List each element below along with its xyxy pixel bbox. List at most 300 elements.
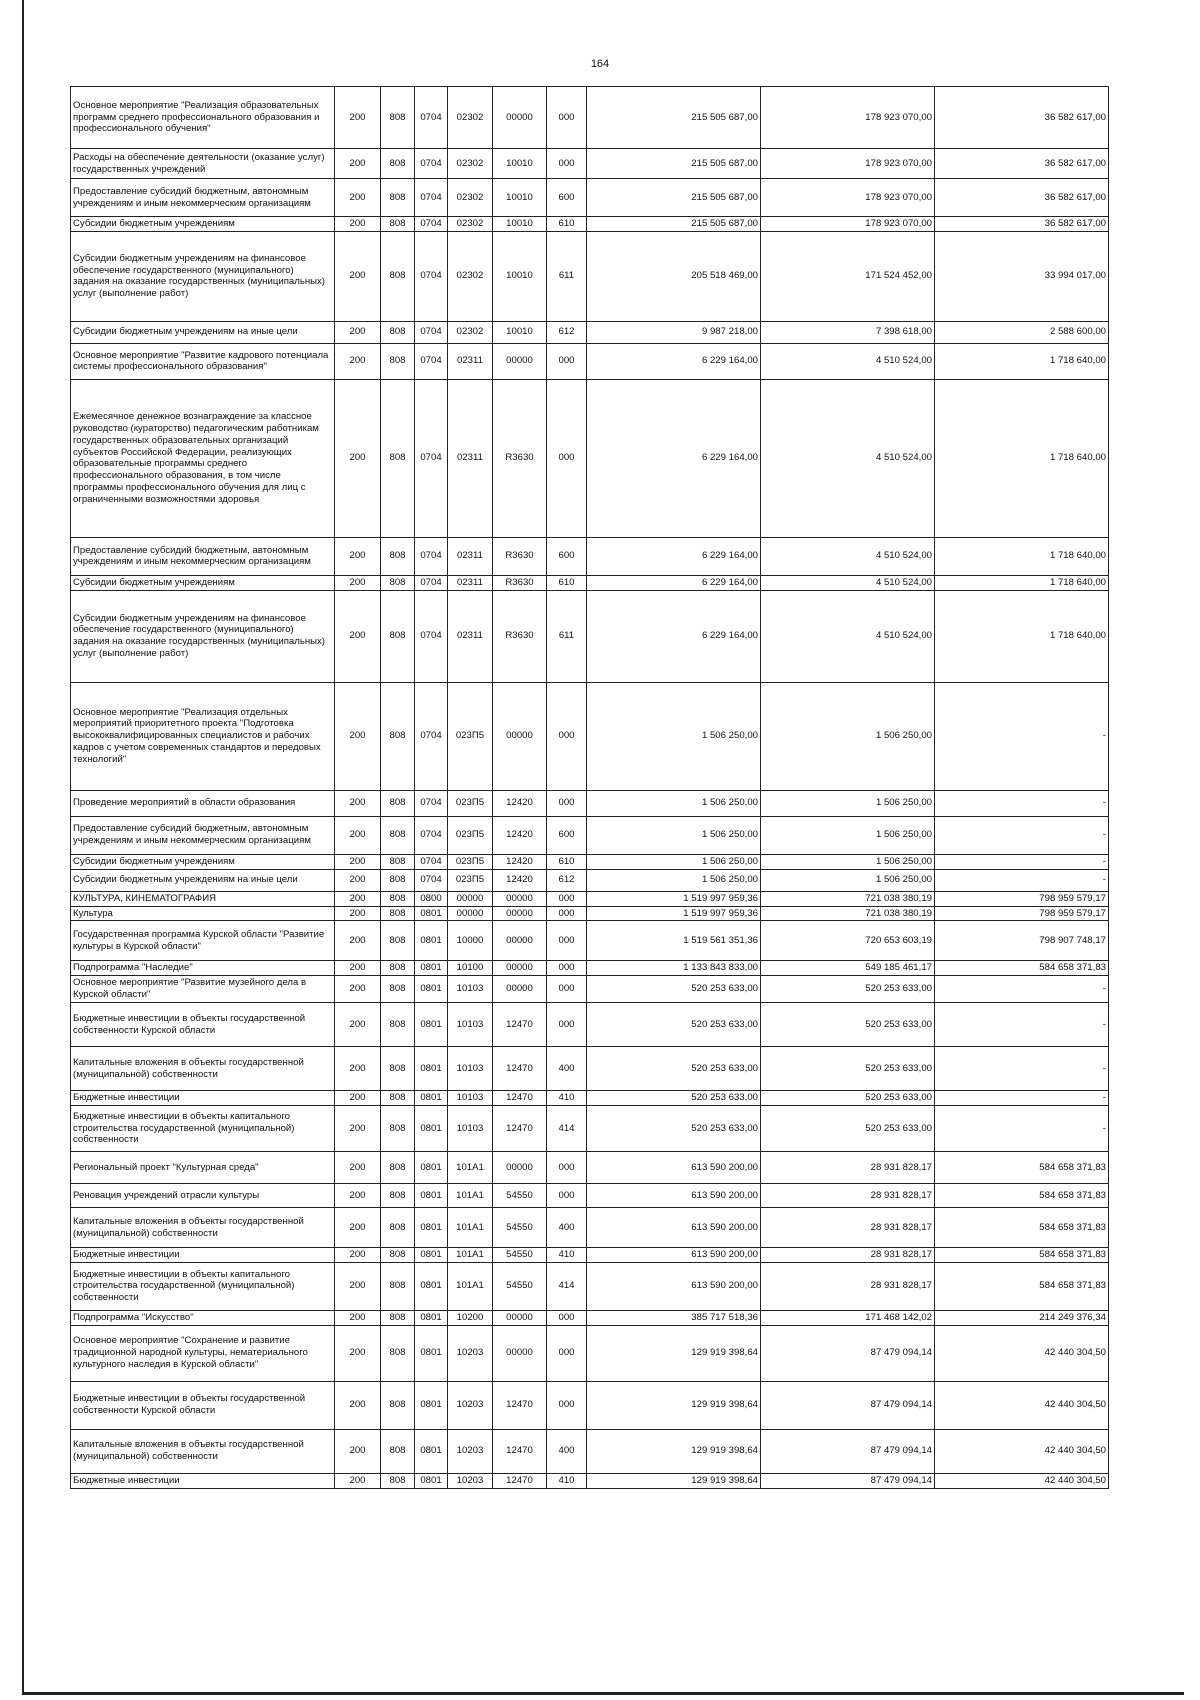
row-name-cell: Бюджетные инвестиции <box>71 1248 335 1263</box>
row-amount-federal-cell: 1 506 250,00 <box>761 816 935 854</box>
row-expense-type-cell: 612 <box>547 869 587 891</box>
row-amount-federal-cell: 721 038 380,19 <box>761 891 935 906</box>
row-section-cell: 0704 <box>415 87 448 149</box>
row-target-direction-cell: 00000 <box>493 343 547 379</box>
row-grbs-cell: 200 <box>335 1473 381 1488</box>
row-target-direction-cell: 12420 <box>493 816 547 854</box>
row-amount-regional-cell: 42 440 304,50 <box>935 1473 1109 1488</box>
row-section-cell: 0704 <box>415 231 448 321</box>
row-target-direction-cell: 12420 <box>493 790 547 816</box>
row-amount-total-cell: 385 717 518,36 <box>587 1310 761 1325</box>
row-target-article-cell: 02311 <box>448 379 493 537</box>
row-section-cell: 0704 <box>415 217 448 232</box>
row-amount-federal-cell: 87 479 094,14 <box>761 1325 935 1381</box>
row-name-cell: Субсидии бюджетным учреждениям <box>71 854 335 869</box>
row-expense-type-cell: 611 <box>547 590 587 682</box>
row-amount-total-cell: 6 229 164,00 <box>587 379 761 537</box>
table-row <box>71 816 1109 854</box>
row-name-cell: Капитальные вложения в объекты государственной (муниципальной) собственности <box>71 1047 335 1091</box>
row-grbs-cell: 200 <box>335 1381 381 1429</box>
row-expense-type-cell: 414 <box>547 1106 587 1152</box>
row-grbs-cell: 200 <box>335 961 381 976</box>
row-target-direction-cell: 10010 <box>493 149 547 179</box>
row-amount-regional-cell: 42 440 304,50 <box>935 1325 1109 1381</box>
row-target-article-cell: 10000 <box>448 921 493 961</box>
row-grbs-cell: 200 <box>335 321 381 343</box>
row-amount-regional-cell: 1 718 640,00 <box>935 537 1109 575</box>
table-row <box>71 869 1109 891</box>
row-expense-type-cell: 000 <box>547 906 587 921</box>
row-target-article-cell: 101А1 <box>448 1184 493 1208</box>
row-amount-total-cell: 1 519 997 959,36 <box>587 906 761 921</box>
row-expense-type-cell: 610 <box>547 575 587 590</box>
row-ved-cell: 808 <box>381 921 415 961</box>
page-number: 164 <box>590 58 610 70</box>
row-target-direction-cell: 12470 <box>493 1106 547 1152</box>
row-amount-federal-cell: 520 253 633,00 <box>761 1091 935 1106</box>
row-section-cell: 0704 <box>415 869 448 891</box>
row-amount-total-cell: 215 505 687,00 <box>587 217 761 232</box>
row-amount-regional-cell: - <box>935 790 1109 816</box>
row-expense-type-cell: 000 <box>547 1381 587 1429</box>
row-name-cell: Предоставление субсидий бюджетным, автономным учреждениям и иным некоммерческим организациям <box>71 537 335 575</box>
row-amount-regional-cell: 1 718 640,00 <box>935 379 1109 537</box>
row-ved-cell: 808 <box>381 1381 415 1429</box>
row-grbs-cell: 200 <box>335 87 381 149</box>
row-grbs-cell: 200 <box>335 231 381 321</box>
table-row <box>71 1003 1109 1047</box>
row-amount-total-cell: 520 253 633,00 <box>587 1106 761 1152</box>
row-amount-total-cell: 6 229 164,00 <box>587 537 761 575</box>
row-amount-regional-cell: 36 582 617,00 <box>935 149 1109 179</box>
table-row <box>71 1248 1109 1263</box>
table-row <box>71 1047 1109 1091</box>
row-amount-federal-cell: 178 923 070,00 <box>761 217 935 232</box>
row-target-article-cell: 02311 <box>448 343 493 379</box>
row-target-direction-cell: 00000 <box>493 1152 547 1184</box>
row-expense-type-cell: 410 <box>547 1091 587 1106</box>
row-amount-regional-cell: 798 959 579,17 <box>935 891 1109 906</box>
row-amount-federal-cell: 4 510 524,00 <box>761 590 935 682</box>
row-expense-type-cell: 410 <box>547 1473 587 1488</box>
row-amount-total-cell: 1 506 250,00 <box>587 854 761 869</box>
row-target-article-cell: 10203 <box>448 1473 493 1488</box>
row-target-direction-cell: 10010 <box>493 217 547 232</box>
row-amount-federal-cell: 1 506 250,00 <box>761 854 935 869</box>
row-amount-regional-cell: 1 718 640,00 <box>935 575 1109 590</box>
row-name-cell: Государственная программа Курской области "Развитие культуры в Курской области" <box>71 921 335 961</box>
table-row <box>71 976 1109 1003</box>
row-section-cell: 0704 <box>415 790 448 816</box>
row-amount-total-cell: 215 505 687,00 <box>587 149 761 179</box>
row-expense-type-cell: 611 <box>547 231 587 321</box>
row-amount-federal-cell: 171 468 142,02 <box>761 1310 935 1325</box>
row-target-article-cell: 02302 <box>448 217 493 232</box>
row-amount-federal-cell: 1 506 250,00 <box>761 682 935 790</box>
row-ved-cell: 808 <box>381 179 415 217</box>
row-target-article-cell: 02311 <box>448 590 493 682</box>
row-name-cell: Региональный проект "Культурная среда" <box>71 1152 335 1184</box>
row-ved-cell: 808 <box>381 1325 415 1381</box>
row-amount-federal-cell: 7 398 618,00 <box>761 321 935 343</box>
row-expense-type-cell: 000 <box>547 379 587 537</box>
row-target-article-cell: 02311 <box>448 537 493 575</box>
row-expense-type-cell: 600 <box>547 537 587 575</box>
row-target-direction-cell: 10010 <box>493 179 547 217</box>
row-amount-federal-cell: 520 253 633,00 <box>761 1106 935 1152</box>
row-ved-cell: 808 <box>381 1310 415 1325</box>
row-amount-regional-cell: 36 582 617,00 <box>935 87 1109 149</box>
row-amount-total-cell: 215 505 687,00 <box>587 179 761 217</box>
row-amount-regional-cell: 584 658 371,83 <box>935 1262 1109 1310</box>
row-target-article-cell: 02311 <box>448 575 493 590</box>
row-grbs-cell: 200 <box>335 1208 381 1248</box>
row-grbs-cell: 200 <box>335 379 381 537</box>
row-target-direction-cell: 00000 <box>493 906 547 921</box>
row-section-cell: 0801 <box>415 1003 448 1047</box>
row-name-cell: Бюджетные инвестиции <box>71 1091 335 1106</box>
row-grbs-cell: 200 <box>335 976 381 1003</box>
row-amount-federal-cell: 721 038 380,19 <box>761 906 935 921</box>
row-section-cell: 0801 <box>415 1208 448 1248</box>
row-grbs-cell: 200 <box>335 537 381 575</box>
row-grbs-cell: 200 <box>335 1184 381 1208</box>
row-target-direction-cell: 10010 <box>493 231 547 321</box>
row-section-cell: 0801 <box>415 1473 448 1488</box>
row-amount-federal-cell: 87 479 094,14 <box>761 1381 935 1429</box>
row-ved-cell: 808 <box>381 537 415 575</box>
row-amount-regional-cell: - <box>935 1091 1109 1106</box>
row-amount-federal-cell: 1 506 250,00 <box>761 790 935 816</box>
table-row <box>71 854 1109 869</box>
row-target-article-cell: 10103 <box>448 976 493 1003</box>
row-target-direction-cell: R3630 <box>493 379 547 537</box>
row-amount-total-cell: 613 590 200,00 <box>587 1248 761 1263</box>
row-amount-federal-cell: 720 653 603,19 <box>761 921 935 961</box>
row-grbs-cell: 200 <box>335 854 381 869</box>
row-amount-regional-cell: 584 658 371,83 <box>935 961 1109 976</box>
row-grbs-cell: 200 <box>335 1152 381 1184</box>
row-expense-type-cell: 000 <box>547 149 587 179</box>
row-grbs-cell: 200 <box>335 869 381 891</box>
row-target-direction-cell: 54550 <box>493 1208 547 1248</box>
row-target-direction-cell: 10010 <box>493 321 547 343</box>
row-section-cell: 0801 <box>415 1091 448 1106</box>
row-ved-cell: 808 <box>381 1429 415 1473</box>
row-amount-regional-cell: 33 994 017,00 <box>935 231 1109 321</box>
row-expense-type-cell: 600 <box>547 816 587 854</box>
row-amount-total-cell: 613 590 200,00 <box>587 1262 761 1310</box>
row-amount-regional-cell: 584 658 371,83 <box>935 1208 1109 1248</box>
row-section-cell: 0801 <box>415 1310 448 1325</box>
row-name-cell: Реновация учреждений отрасли культуры <box>71 1184 335 1208</box>
row-section-cell: 0704 <box>415 590 448 682</box>
row-amount-regional-cell: - <box>935 682 1109 790</box>
row-section-cell: 0704 <box>415 179 448 217</box>
row-target-article-cell: 101А1 <box>448 1248 493 1263</box>
row-grbs-cell: 200 <box>335 816 381 854</box>
row-expense-type-cell: 000 <box>547 1003 587 1047</box>
row-target-direction-cell: 00000 <box>493 921 547 961</box>
row-ved-cell: 808 <box>381 1106 415 1152</box>
row-amount-regional-cell: 584 658 371,83 <box>935 1152 1109 1184</box>
row-grbs-cell: 200 <box>335 179 381 217</box>
table-row <box>71 1473 1109 1488</box>
table-row <box>71 1152 1109 1184</box>
table-row <box>71 906 1109 921</box>
row-amount-federal-cell: 520 253 633,00 <box>761 976 935 1003</box>
row-amount-total-cell: 520 253 633,00 <box>587 1091 761 1106</box>
row-name-cell: КУЛЬТУРА, КИНЕМАТОГРАФИЯ <box>71 891 335 906</box>
table-row <box>71 1184 1109 1208</box>
row-section-cell: 0800 <box>415 891 448 906</box>
row-expense-type-cell: 600 <box>547 179 587 217</box>
table-row <box>71 891 1109 906</box>
row-amount-federal-cell: 178 923 070,00 <box>761 87 935 149</box>
row-target-article-cell: 00000 <box>448 891 493 906</box>
row-amount-regional-cell: 798 907 748,17 <box>935 921 1109 961</box>
row-target-article-cell: 023П5 <box>448 816 493 854</box>
table-row <box>71 1208 1109 1248</box>
row-target-article-cell: 101А1 <box>448 1152 493 1184</box>
row-ved-cell: 808 <box>381 343 415 379</box>
row-amount-regional-cell: 1 718 640,00 <box>935 590 1109 682</box>
row-amount-regional-cell: - <box>935 1003 1109 1047</box>
row-section-cell: 0704 <box>415 343 448 379</box>
row-target-direction-cell: 12470 <box>493 1003 547 1047</box>
row-target-direction-cell: 00000 <box>493 961 547 976</box>
row-section-cell: 0801 <box>415 1184 448 1208</box>
row-target-direction-cell: 12420 <box>493 869 547 891</box>
row-amount-regional-cell: 36 582 617,00 <box>935 179 1109 217</box>
row-ved-cell: 808 <box>381 321 415 343</box>
row-name-cell: Основное мероприятие "Реализация отдельных мероприятий приоритетного проекта "Подготовка высококвалифицированных специалистов и рабочих кадров с учетом современных стандартов и передовых технологий" <box>71 682 335 790</box>
row-target-direction-cell: 54550 <box>493 1262 547 1310</box>
row-target-direction-cell: 12420 <box>493 854 547 869</box>
table-row <box>71 790 1109 816</box>
row-target-article-cell: 101А1 <box>448 1262 493 1310</box>
row-grbs-cell: 200 <box>335 790 381 816</box>
budget-table <box>70 86 1109 1489</box>
table-row <box>71 921 1109 961</box>
row-target-direction-cell: 12470 <box>493 1381 547 1429</box>
row-target-direction-cell: R3630 <box>493 537 547 575</box>
table-row <box>71 231 1109 321</box>
row-ved-cell: 808 <box>381 961 415 976</box>
table-row <box>71 149 1109 179</box>
row-amount-regional-cell: - <box>935 976 1109 1003</box>
row-grbs-cell: 200 <box>335 590 381 682</box>
row-name-cell: Основное мероприятие "Реализация образовательных программ среднего профессионального образования и профессионального обучения" <box>71 87 335 149</box>
row-expense-type-cell: 610 <box>547 854 587 869</box>
row-expense-type-cell: 400 <box>547 1047 587 1091</box>
row-target-direction-cell: 12470 <box>493 1047 547 1091</box>
row-ved-cell: 808 <box>381 590 415 682</box>
row-section-cell: 0801 <box>415 1381 448 1429</box>
row-ved-cell: 808 <box>381 816 415 854</box>
row-target-article-cell: 10200 <box>448 1310 493 1325</box>
row-ved-cell: 808 <box>381 231 415 321</box>
row-expense-type-cell: 000 <box>547 87 587 149</box>
row-amount-regional-cell: 42 440 304,50 <box>935 1429 1109 1473</box>
row-amount-total-cell: 613 590 200,00 <box>587 1184 761 1208</box>
row-target-article-cell: 02302 <box>448 179 493 217</box>
row-section-cell: 0801 <box>415 906 448 921</box>
row-expense-type-cell: 000 <box>547 1152 587 1184</box>
row-target-direction-cell: 00000 <box>493 976 547 1003</box>
row-amount-regional-cell: 2 588 600,00 <box>935 321 1109 343</box>
row-amount-federal-cell: 4 510 524,00 <box>761 537 935 575</box>
row-section-cell: 0801 <box>415 921 448 961</box>
row-target-article-cell: 023П5 <box>448 869 493 891</box>
row-target-article-cell: 10203 <box>448 1325 493 1381</box>
row-amount-regional-cell: 1 718 640,00 <box>935 343 1109 379</box>
budget-table-body <box>71 87 1109 1489</box>
row-amount-federal-cell: 4 510 524,00 <box>761 343 935 379</box>
row-ved-cell: 808 <box>381 1262 415 1310</box>
row-expense-type-cell: 414 <box>547 1262 587 1310</box>
row-amount-total-cell: 9 987 218,00 <box>587 321 761 343</box>
row-expense-type-cell: 400 <box>547 1208 587 1248</box>
row-grbs-cell: 200 <box>335 1106 381 1152</box>
row-target-article-cell: 10203 <box>448 1381 493 1429</box>
row-amount-regional-cell: - <box>935 854 1109 869</box>
row-amount-federal-cell: 178 923 070,00 <box>761 179 935 217</box>
row-target-direction-cell: 54550 <box>493 1184 547 1208</box>
row-amount-total-cell: 129 919 398,64 <box>587 1325 761 1381</box>
row-amount-total-cell: 6 229 164,00 <box>587 343 761 379</box>
row-target-article-cell: 10203 <box>448 1429 493 1473</box>
row-section-cell: 0801 <box>415 1152 448 1184</box>
row-target-article-cell: 02302 <box>448 149 493 179</box>
table-row <box>71 321 1109 343</box>
table-row <box>71 1310 1109 1325</box>
row-name-cell: Капитальные вложения в объекты государственной (муниципальной) собственности <box>71 1429 335 1473</box>
row-target-direction-cell: 00000 <box>493 87 547 149</box>
row-ved-cell: 808 <box>381 1248 415 1263</box>
row-target-direction-cell: 54550 <box>493 1248 547 1263</box>
row-grbs-cell: 200 <box>335 906 381 921</box>
row-target-direction-cell: 12470 <box>493 1091 547 1106</box>
row-grbs-cell: 200 <box>335 149 381 179</box>
row-target-article-cell: 10103 <box>448 1106 493 1152</box>
row-name-cell: Основное мероприятие "Развитие кадрового потенциала системы профессионального образования" <box>71 343 335 379</box>
row-name-cell: Предоставление субсидий бюджетным, автономным учреждениям и иным некоммерческим организациям <box>71 179 335 217</box>
row-expense-type-cell: 000 <box>547 682 587 790</box>
row-target-direction-cell: 00000 <box>493 1310 547 1325</box>
row-grbs-cell: 200 <box>335 1310 381 1325</box>
row-target-direction-cell: R3630 <box>493 575 547 590</box>
row-section-cell: 0704 <box>415 816 448 854</box>
row-name-cell: Подпрограмма "Искусство" <box>71 1310 335 1325</box>
row-target-article-cell: 023П5 <box>448 790 493 816</box>
row-amount-total-cell: 205 518 469,00 <box>587 231 761 321</box>
row-amount-federal-cell: 4 510 524,00 <box>761 379 935 537</box>
row-expense-type-cell: 000 <box>547 1184 587 1208</box>
row-amount-federal-cell: 87 479 094,14 <box>761 1473 935 1488</box>
row-name-cell: Субсидии бюджетным учреждениям на финансовое обеспечение государственного (муниципального) задания на оказание государственных (муниципальных) услуг (выполнение работ) <box>71 231 335 321</box>
row-grbs-cell: 200 <box>335 575 381 590</box>
row-ved-cell: 808 <box>381 790 415 816</box>
row-section-cell: 0801 <box>415 1248 448 1263</box>
table-row <box>71 961 1109 976</box>
row-name-cell: Капитальные вложения в объекты государственной (муниципальной) собственности <box>71 1208 335 1248</box>
row-ved-cell: 808 <box>381 575 415 590</box>
row-target-direction-cell: 12470 <box>493 1429 547 1473</box>
row-ved-cell: 808 <box>381 682 415 790</box>
row-target-article-cell: 023П5 <box>448 854 493 869</box>
row-grbs-cell: 200 <box>335 1047 381 1091</box>
table-row <box>71 1381 1109 1429</box>
table-row <box>71 1091 1109 1106</box>
table-row <box>71 590 1109 682</box>
row-grbs-cell: 200 <box>335 1003 381 1047</box>
row-target-article-cell: 00000 <box>448 906 493 921</box>
row-amount-regional-cell: 798 959 579,17 <box>935 906 1109 921</box>
row-expense-type-cell: 000 <box>547 1310 587 1325</box>
table-row <box>71 575 1109 590</box>
row-target-article-cell: 10103 <box>448 1003 493 1047</box>
row-grbs-cell: 200 <box>335 682 381 790</box>
row-ved-cell: 808 <box>381 1047 415 1091</box>
row-name-cell: Ежемесячное денежное вознаграждение за классное руководство (кураторство) педагогическим работникам государственных образовательных организаций субъектов Российской Федерации, реализующих образовательные программы среднего профессионального образования, в том числе программы профессионального обучения для лиц с ограниченными возможностями здоровья <box>71 379 335 537</box>
row-amount-total-cell: 1 506 250,00 <box>587 869 761 891</box>
row-amount-total-cell: 1 506 250,00 <box>587 816 761 854</box>
table-row <box>71 1106 1109 1152</box>
row-target-article-cell: 02302 <box>448 87 493 149</box>
row-ved-cell: 808 <box>381 1184 415 1208</box>
row-target-article-cell: 101А1 <box>448 1208 493 1248</box>
row-target-direction-cell: 00000 <box>493 682 547 790</box>
row-section-cell: 0704 <box>415 149 448 179</box>
row-ved-cell: 808 <box>381 87 415 149</box>
row-name-cell: Субсидии бюджетным учреждениям на иные цели <box>71 869 335 891</box>
row-section-cell: 0704 <box>415 537 448 575</box>
row-grbs-cell: 200 <box>335 1091 381 1106</box>
row-ved-cell: 808 <box>381 906 415 921</box>
row-ved-cell: 808 <box>381 217 415 232</box>
row-section-cell: 0704 <box>415 321 448 343</box>
row-amount-total-cell: 129 919 398,64 <box>587 1381 761 1429</box>
row-name-cell: Основное мероприятие "Сохранение и развитие традиционной народной культуры, нематериального культурного наследия в Курской области" <box>71 1325 335 1381</box>
row-target-direction-cell: 00000 <box>493 1325 547 1381</box>
row-target-direction-cell: 00000 <box>493 891 547 906</box>
row-name-cell: Подпрограмма "Наследие" <box>71 961 335 976</box>
row-amount-federal-cell: 549 185 461,17 <box>761 961 935 976</box>
row-amount-total-cell: 1 506 250,00 <box>587 790 761 816</box>
row-expense-type-cell: 610 <box>547 217 587 232</box>
row-amount-federal-cell: 520 253 633,00 <box>761 1047 935 1091</box>
row-expense-type-cell: 000 <box>547 1325 587 1381</box>
row-amount-federal-cell: 178 923 070,00 <box>761 149 935 179</box>
row-section-cell: 0801 <box>415 1429 448 1473</box>
row-amount-total-cell: 613 590 200,00 <box>587 1152 761 1184</box>
row-grbs-cell: 200 <box>335 1248 381 1263</box>
row-section-cell: 0801 <box>415 1262 448 1310</box>
row-amount-total-cell: 6 229 164,00 <box>587 590 761 682</box>
row-section-cell: 0801 <box>415 1325 448 1381</box>
row-name-cell: Основное мероприятие "Развитие музейного дела в Курской области" <box>71 976 335 1003</box>
row-target-article-cell: 10103 <box>448 1047 493 1091</box>
table-row <box>71 682 1109 790</box>
row-grbs-cell: 200 <box>335 343 381 379</box>
row-amount-federal-cell: 1 506 250,00 <box>761 869 935 891</box>
table-row <box>71 537 1109 575</box>
row-name-cell: Бюджетные инвестиции в объекты государственной собственности Курской области <box>71 1003 335 1047</box>
row-expense-type-cell: 400 <box>547 1429 587 1473</box>
row-name-cell: Расходы на обеспечение деятельности (оказание услуг) государственных учреждений <box>71 149 335 179</box>
row-amount-total-cell: 520 253 633,00 <box>587 976 761 1003</box>
